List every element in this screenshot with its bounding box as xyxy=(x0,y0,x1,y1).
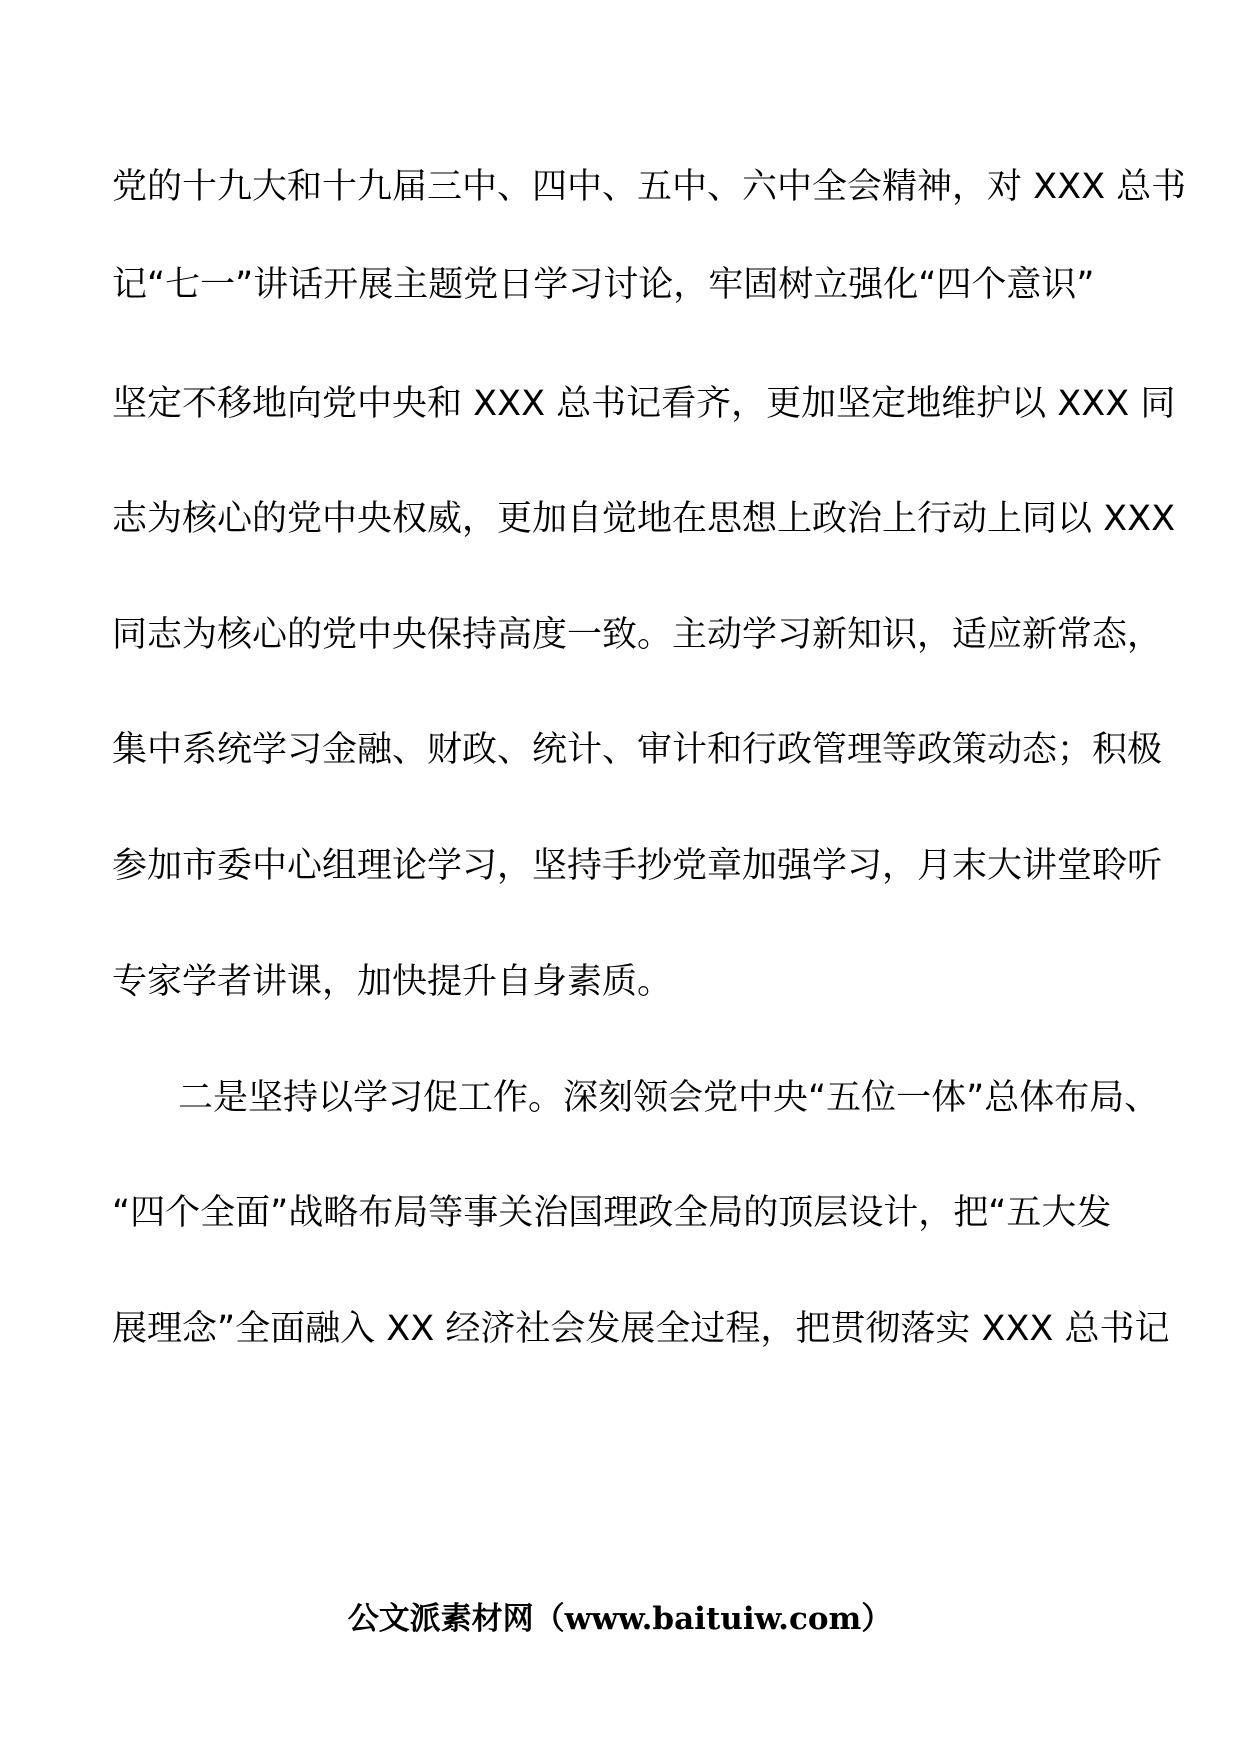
paragraph-line: 志为核心的党中央权威，更加自觉地在思想上政治上行动上同以 XXX xyxy=(112,499,1176,539)
paragraph-line: 展理念”全面融入 XX 经济社会发展全过程，把贯彻落实 XXX 总书记 xyxy=(112,1309,1170,1349)
paragraph-line: “四个全面”战略布局等事关治国理政全局的顶层设计，把“五大发 xyxy=(112,1193,1112,1233)
paragraph-line: 党的十九大和十九届三中、四中、五中、六中全会精神，对 XXX 总书 xyxy=(112,167,1187,207)
paragraph-line: 集中系统学习金融、财政、统计、审计和行政管理等政策动态；积极 xyxy=(112,730,1163,770)
paragraph-line: 记“七一”讲话开展主题党日学习讨论，牢固树立强化“四个意识” xyxy=(112,265,1095,305)
paragraph-line: 坚定不移地向党中央和 XXX 总书记看齐，更加坚定地维护以 XXX 同 xyxy=(112,384,1176,424)
footer-watermark: 公文派素材网（www.baituiw.com） xyxy=(347,1601,893,1637)
paragraph-line: 参加市委中心组理论学习，坚持手抄党章加强学习，月末大讲堂聆听 xyxy=(112,846,1163,886)
paragraph-line: 同志为核心的党中央保持高度一致。主动学习新知识，适应新常态， xyxy=(112,615,1163,655)
paragraph-line: 二是坚持以学习促工作。深刻领会党中央“五位一体”总体布局、 xyxy=(178,1078,1160,1118)
paragraph-line: 专家学者讲课，加快提升自身素质。 xyxy=(112,962,673,1002)
